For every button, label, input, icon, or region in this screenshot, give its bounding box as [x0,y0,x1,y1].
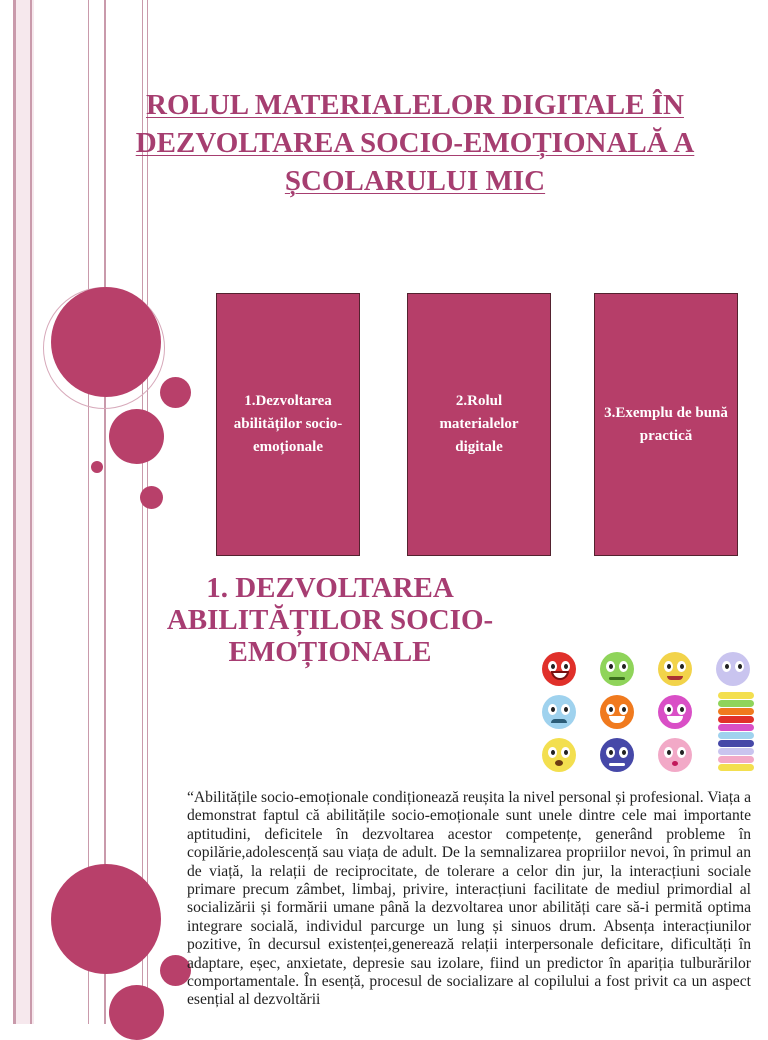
nervous-face-icon [658,652,692,686]
topic-box-2[interactable] [407,293,551,556]
decor-circle [51,864,161,974]
topic-box-label: 3.Exemplu de bună practică [604,404,728,444]
decor-circle [51,287,161,397]
laughing-face-icon [600,695,634,729]
angry-face-icon [542,652,576,686]
section-heading: 1. DEZVOLTAREA ABILITĂȚILOR SOCIO-EMOȚIONALE [166,572,494,668]
topic-box-label: 2.Rolul materialelor digitale [439,393,519,455]
decor-circle [91,461,103,473]
topic-box-label: 1.Dezvoltarea abilităților socio-emoționale [233,393,343,455]
kissing-face-icon [658,738,692,772]
left-decor-line [13,0,16,1024]
decor-circle [109,409,164,464]
slide-title: ROLUL MATERIALELOR DIGITALE ÎN DEZVOLTAREA SOCIO-EMOȚIONALĂ A ȘCOLARULUI MIC [135,89,695,197]
decor-circle [140,486,163,509]
dizzy-face-icon [716,652,750,686]
body-paragraph: “Abilitățile socio-emoționale condiționează reușita la nivel personal și profesional. Viața a demonstrat faptul că abilitățile socio-emoționale sunt unele dintre cele mai importante aptitudini, deficitele în dezvoltarea acestor competențe, generând probleme în copilărie,adolescență sau viața de adult. De la semnalizarea propriilor nevoi, în primul an de viață, la relații de reciprocitate, de tolerare a celor din jur, la interacțiuni sociale primare precum zâmbet, limbaj, privire, interacțiuni facilitate de mediul primordial al socializării și formării umane până la dezvoltarea unor abilități care să-i permită optima integrare socială, individul parcurge un lung și sinuos drum. Absența interacțiunilor pozitive, în decursul existenței,generează relații interpersonale deficitare, dificultăți în adaptare, eșec, anxietate, depresie sau izolare, fiind un predictor în apariția tulburărilor comportamentale. În esență, procesul de socializare al copilului a fost privit ca un aspect esențial al dezvoltării [187,789,751,1009]
decor-circle [109,985,164,1040]
topic-box-1[interactable] [216,293,360,556]
sick-face-icon [600,652,634,686]
stacked-faces-icon [718,692,754,774]
happy-face-icon [658,695,692,729]
decor-circle [160,377,191,408]
grimace-face-icon [600,738,634,772]
sad-face-icon [542,695,576,729]
topic-box-3[interactable] [594,293,738,556]
left-decor-line [30,0,32,1024]
surprised-face-icon [542,738,576,772]
